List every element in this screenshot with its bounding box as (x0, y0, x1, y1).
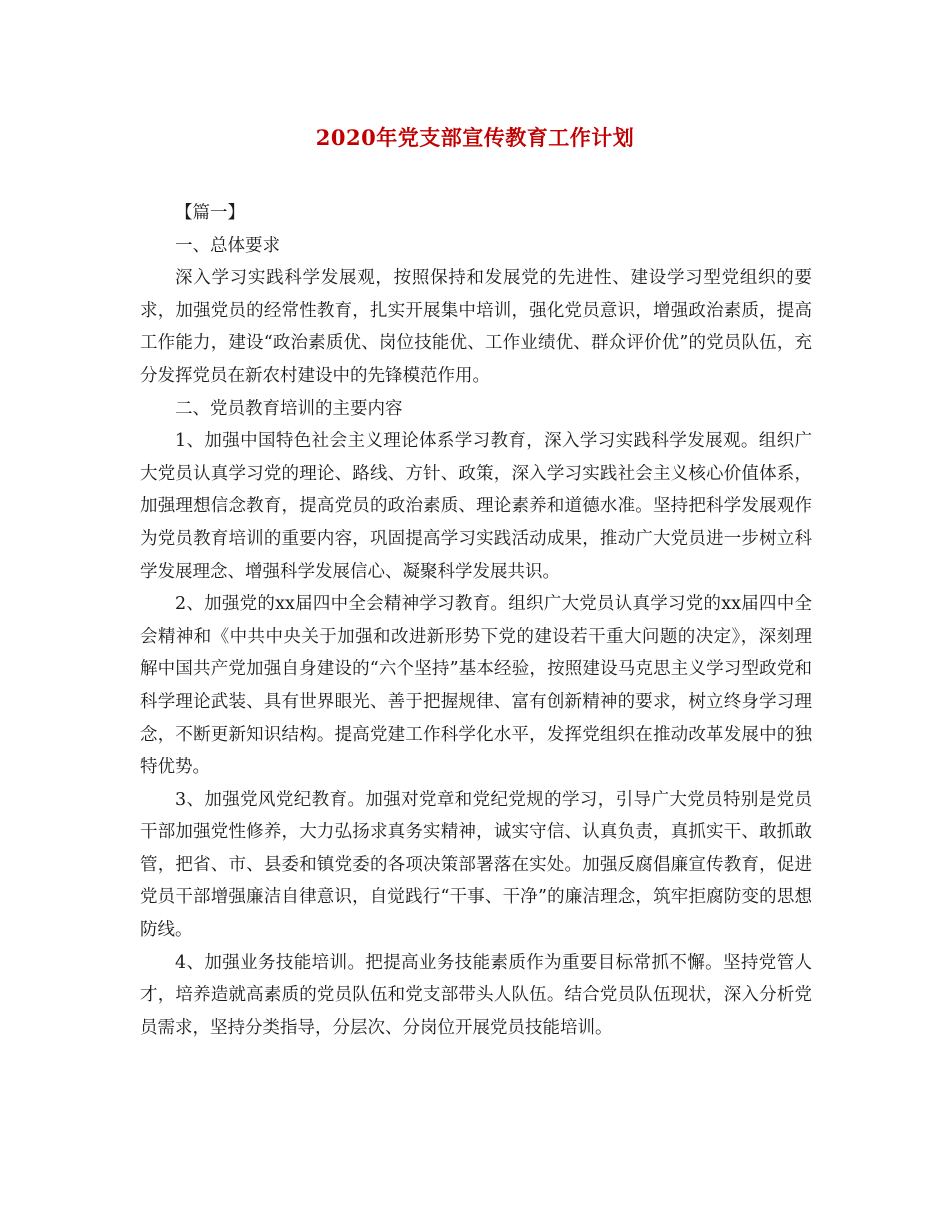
section-marker: 【篇一】 (175, 203, 245, 223)
paragraph-item-3: 3、加强党风党纪教育。加强对党章和党纪党规的学习，引导广大党员特别是党员干部加强党性修养，大力弘扬求真务实精神，诚实守信、认真负责，真抓实干、敢抓敢管，把省、市、县委和镇党委的各项决策部署落在实处。加强反腐倡廉宣传教育，促进党员干部增强廉洁自律意识，自觉践行“干事、干净”的廉洁理念，筑牢拒腐防变的思想防线。 (140, 789, 812, 941)
paragraph-general-requirements: 深入学习实践科学发展观，按照保持和发展党的先进性、建设学习型党组织的要求，加强党员的经常性教育，扎实开展集中培训，强化党员意识，增强政治素质，提高工作能力，建设“政治素质优、岗位技能优、工作业绩优、群众评价优”的党员队伍，充分发挥党员在新农村建设中的先锋模范作用。 (140, 268, 812, 386)
paragraph-item-2: 2、加强党的xx届四中全会精神学习教育。组织广大党员认真学习党的xx届四中全会精神和《中共中央关于加强和改进新形势下党的建设若干重大问题的决定》，深刻理解中国共产党加强自身建设的“六个坚持”基本经验，按照建设马克思主义学习型政党和科学理论武装、具有世界眼光、善于把握规律、富有创新精神的要求，树立终身学习理念，不断更新知识结构。提高党建工作科学化水平，发挥党组织在推动改革发展中的独特优势。 (140, 594, 812, 778)
document-title: 2020年党支部宣传教育工作计划 (315, 125, 635, 150)
paragraph-item-4: 4、加强业务技能培训。把提高业务技能素质作为重要目标常抓不懈。坚持党管人才，培养造就高素质的党员队伍和党支部带头人队伍。结合党员队伍现状，深入分析党员需求，坚持分类指导，分层次、分岗位开展党员技能培训。 (140, 952, 812, 1038)
document-body (140, 197, 812, 1044)
section-heading-general-requirements: 一、总体要求 (175, 235, 280, 256)
paragraph-item-1: 1、加强中国特色社会主义理论体系学习教育，深入学习实践科学发展观。组织广大党员认真学习党的理论、路线、方针、政策，深入学习实践社会主义核心价值体系，加强理想信念教育，提高党员的政治素质、理论素养和道德水准。坚持把科学发展观作为党员教育培训的重要内容，巩固提高学习实践活动成果，推动广大党员进一步树立科学发展理念、增强科学发展信心、凝聚科学发展共识。 (140, 431, 812, 582)
section-heading-main-content: 二、党员教育培训的主要内容 (175, 398, 403, 419)
